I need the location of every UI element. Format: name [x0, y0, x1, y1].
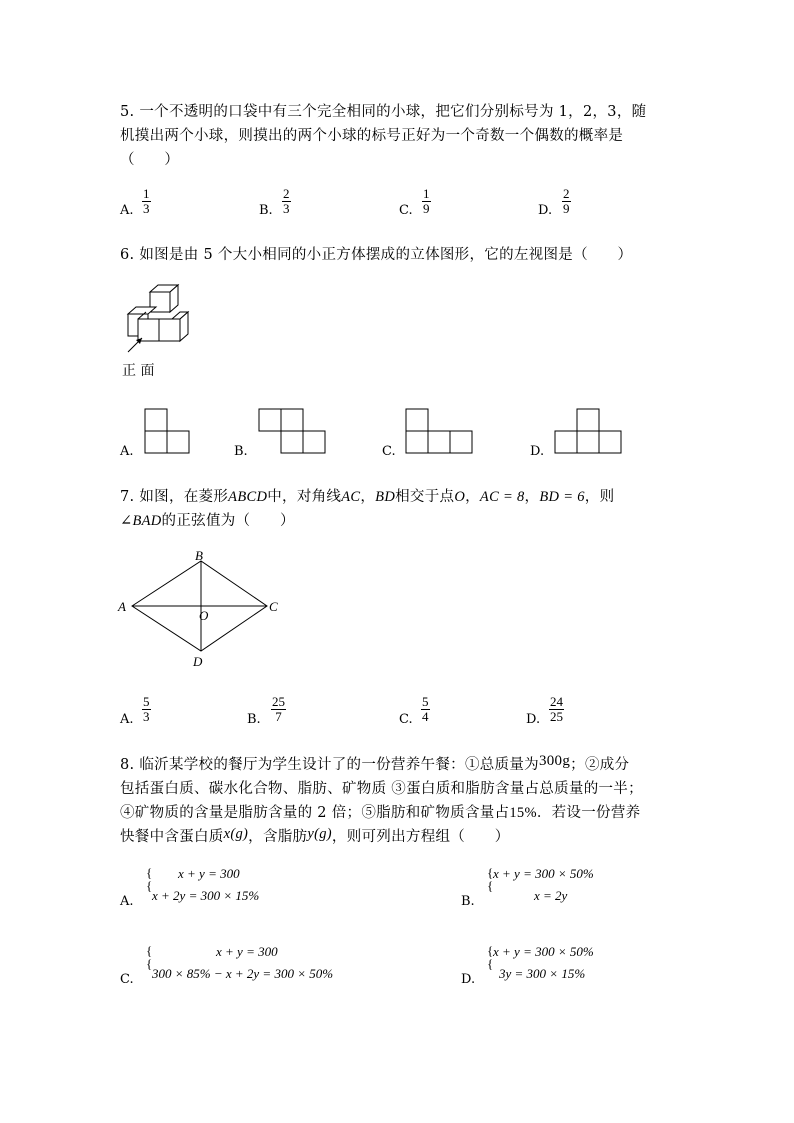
q5-option-c-label: C.	[399, 203, 413, 218]
q7-BD: BD	[375, 489, 396, 505]
q8-xg: x(g)	[223, 826, 249, 842]
brace-icon: { {	[146, 865, 153, 893]
q7-option-b-label: B.	[247, 712, 261, 727]
q8-option-a-eq1: x + y = 300	[178, 866, 240, 881]
q8-yg: y(g)	[307, 826, 332, 842]
q7-AC: AC	[341, 489, 361, 505]
q8-option-c-label: C.	[120, 972, 134, 987]
point-A-label: A	[118, 599, 126, 614]
q8-percent: 15%	[509, 805, 537, 821]
brace-icon: { {	[487, 865, 494, 893]
point-B-label: B	[195, 548, 203, 563]
q8-option-d-eq2: 3y = 300 × 15%	[499, 966, 586, 981]
q7-option-d-label: D.	[526, 712, 541, 727]
q6-option-c-view	[405, 408, 477, 456]
q5-option-d-fraction: $\frac{2}{9}$	[563, 186, 570, 216]
q5-line-1: 5. 一个不透明的口袋中有三个完全相同的小球，把它们分别标号为 1，2，3，随	[120, 104, 647, 120]
q8-option-a-label: A.	[120, 894, 134, 909]
q7-line-1: 7. 如图，在菱形ABCD中，对角线AC，BD相交于点O，AC = 8，BD = 6，则	[120, 489, 615, 505]
rhombus-figure	[110, 545, 290, 671]
q5-option-a-label: A.	[120, 203, 134, 218]
point-D-label: D	[193, 654, 203, 669]
q5-line-2: 机摸出两个小球，则摸出的两个小球的标号正好为一个奇数一个偶数的概率是	[120, 128, 624, 144]
q7-option-d-fraction: $\frac{24}{25}$	[550, 694, 563, 724]
q7-ABCD: ABCD	[228, 489, 268, 505]
q8-option-d-label: D.	[461, 972, 476, 987]
q5-line-3: （ ）	[120, 152, 180, 168]
q8-option-b-eq2: x = 2y	[534, 888, 568, 903]
q8-line-1: 8. 临沂某学校的餐厅为学生设计了的一份营养午餐：①总质量为300g；②成分	[120, 753, 630, 773]
q7-line-2: ∠BAD的正弦值为（ ）	[120, 513, 295, 529]
q8-option-d-eq1: x + y = 300 × 50%	[493, 944, 594, 959]
q6-option-b-view	[258, 408, 330, 456]
brace-icon: { {	[146, 943, 153, 971]
q8-option-b-eq1: x + y = 300 × 50%	[493, 866, 594, 881]
q7-option-c-label: C.	[399, 712, 413, 727]
q6-option-d-view	[554, 408, 626, 456]
q8-mass: 300g	[538, 753, 571, 769]
q5-option-a-fraction: $\frac{1}{3}$	[143, 186, 150, 216]
q7-option-a-fraction: $\frac{5}{3}$	[143, 694, 150, 724]
q6-option-a-view	[144, 408, 192, 456]
q7-BAD: BAD	[132, 513, 162, 529]
q7-ac-eq: AC = 8	[479, 489, 525, 505]
q8-line-2: 包括蛋白质、碳水化合物、脂肪、矿物质 ③蛋白质和脂肪含量占总质量的一半；	[120, 781, 643, 797]
q7-option-b-fraction: $\frac{25}{7}$	[272, 694, 285, 724]
front-view-label: 正 面	[122, 363, 155, 379]
q6-line-1: 6. 如图是由 5 个大小相同的小正方体摆成的立体图形，它的左视图是（ ）	[120, 247, 633, 263]
q5-option-c-fraction: $\frac{1}{9}$	[423, 186, 430, 216]
q8-option-a-eq2: x + 2y = 300 × 15%	[152, 888, 260, 903]
brace-icon: { {	[487, 943, 494, 971]
q6-option-d-label: D.	[530, 444, 545, 459]
q8-line-4: 快餐中含蛋白质x(g)，含脂肪y(g)，则可列出方程组（ ）	[120, 826, 510, 845]
q7-bd-eq: BD = 6	[539, 489, 585, 505]
q6-option-a-label: A.	[120, 444, 134, 459]
q8-option-c-eq2: 300 × 85% − x + 2y = 300 × 50%	[152, 966, 334, 981]
q7-option-a-label: A.	[120, 712, 134, 727]
q8-option-b-label: B.	[461, 894, 475, 909]
q7-option-c-fraction: $\frac{5}{4}$	[422, 694, 429, 724]
q5-option-d-label: D.	[538, 203, 553, 218]
point-O-label: O	[199, 608, 209, 623]
q5-option-b-fraction: $\frac{2}{3}$	[283, 186, 290, 216]
q7-O: O	[454, 489, 466, 505]
q8-line-3: ④矿物质的含量是脂肪含量的 2 倍；⑤脂肪和矿物质含量占15%．若设一份营养	[120, 805, 641, 821]
cube-stack-figure	[110, 282, 200, 362]
q6-option-b-label: B.	[234, 444, 248, 459]
point-C-label: C	[269, 599, 278, 614]
q5-option-b-label: B.	[259, 203, 273, 218]
q8-option-c-eq1: x + y = 300	[216, 944, 278, 959]
q6-option-c-label: C.	[382, 444, 396, 459]
